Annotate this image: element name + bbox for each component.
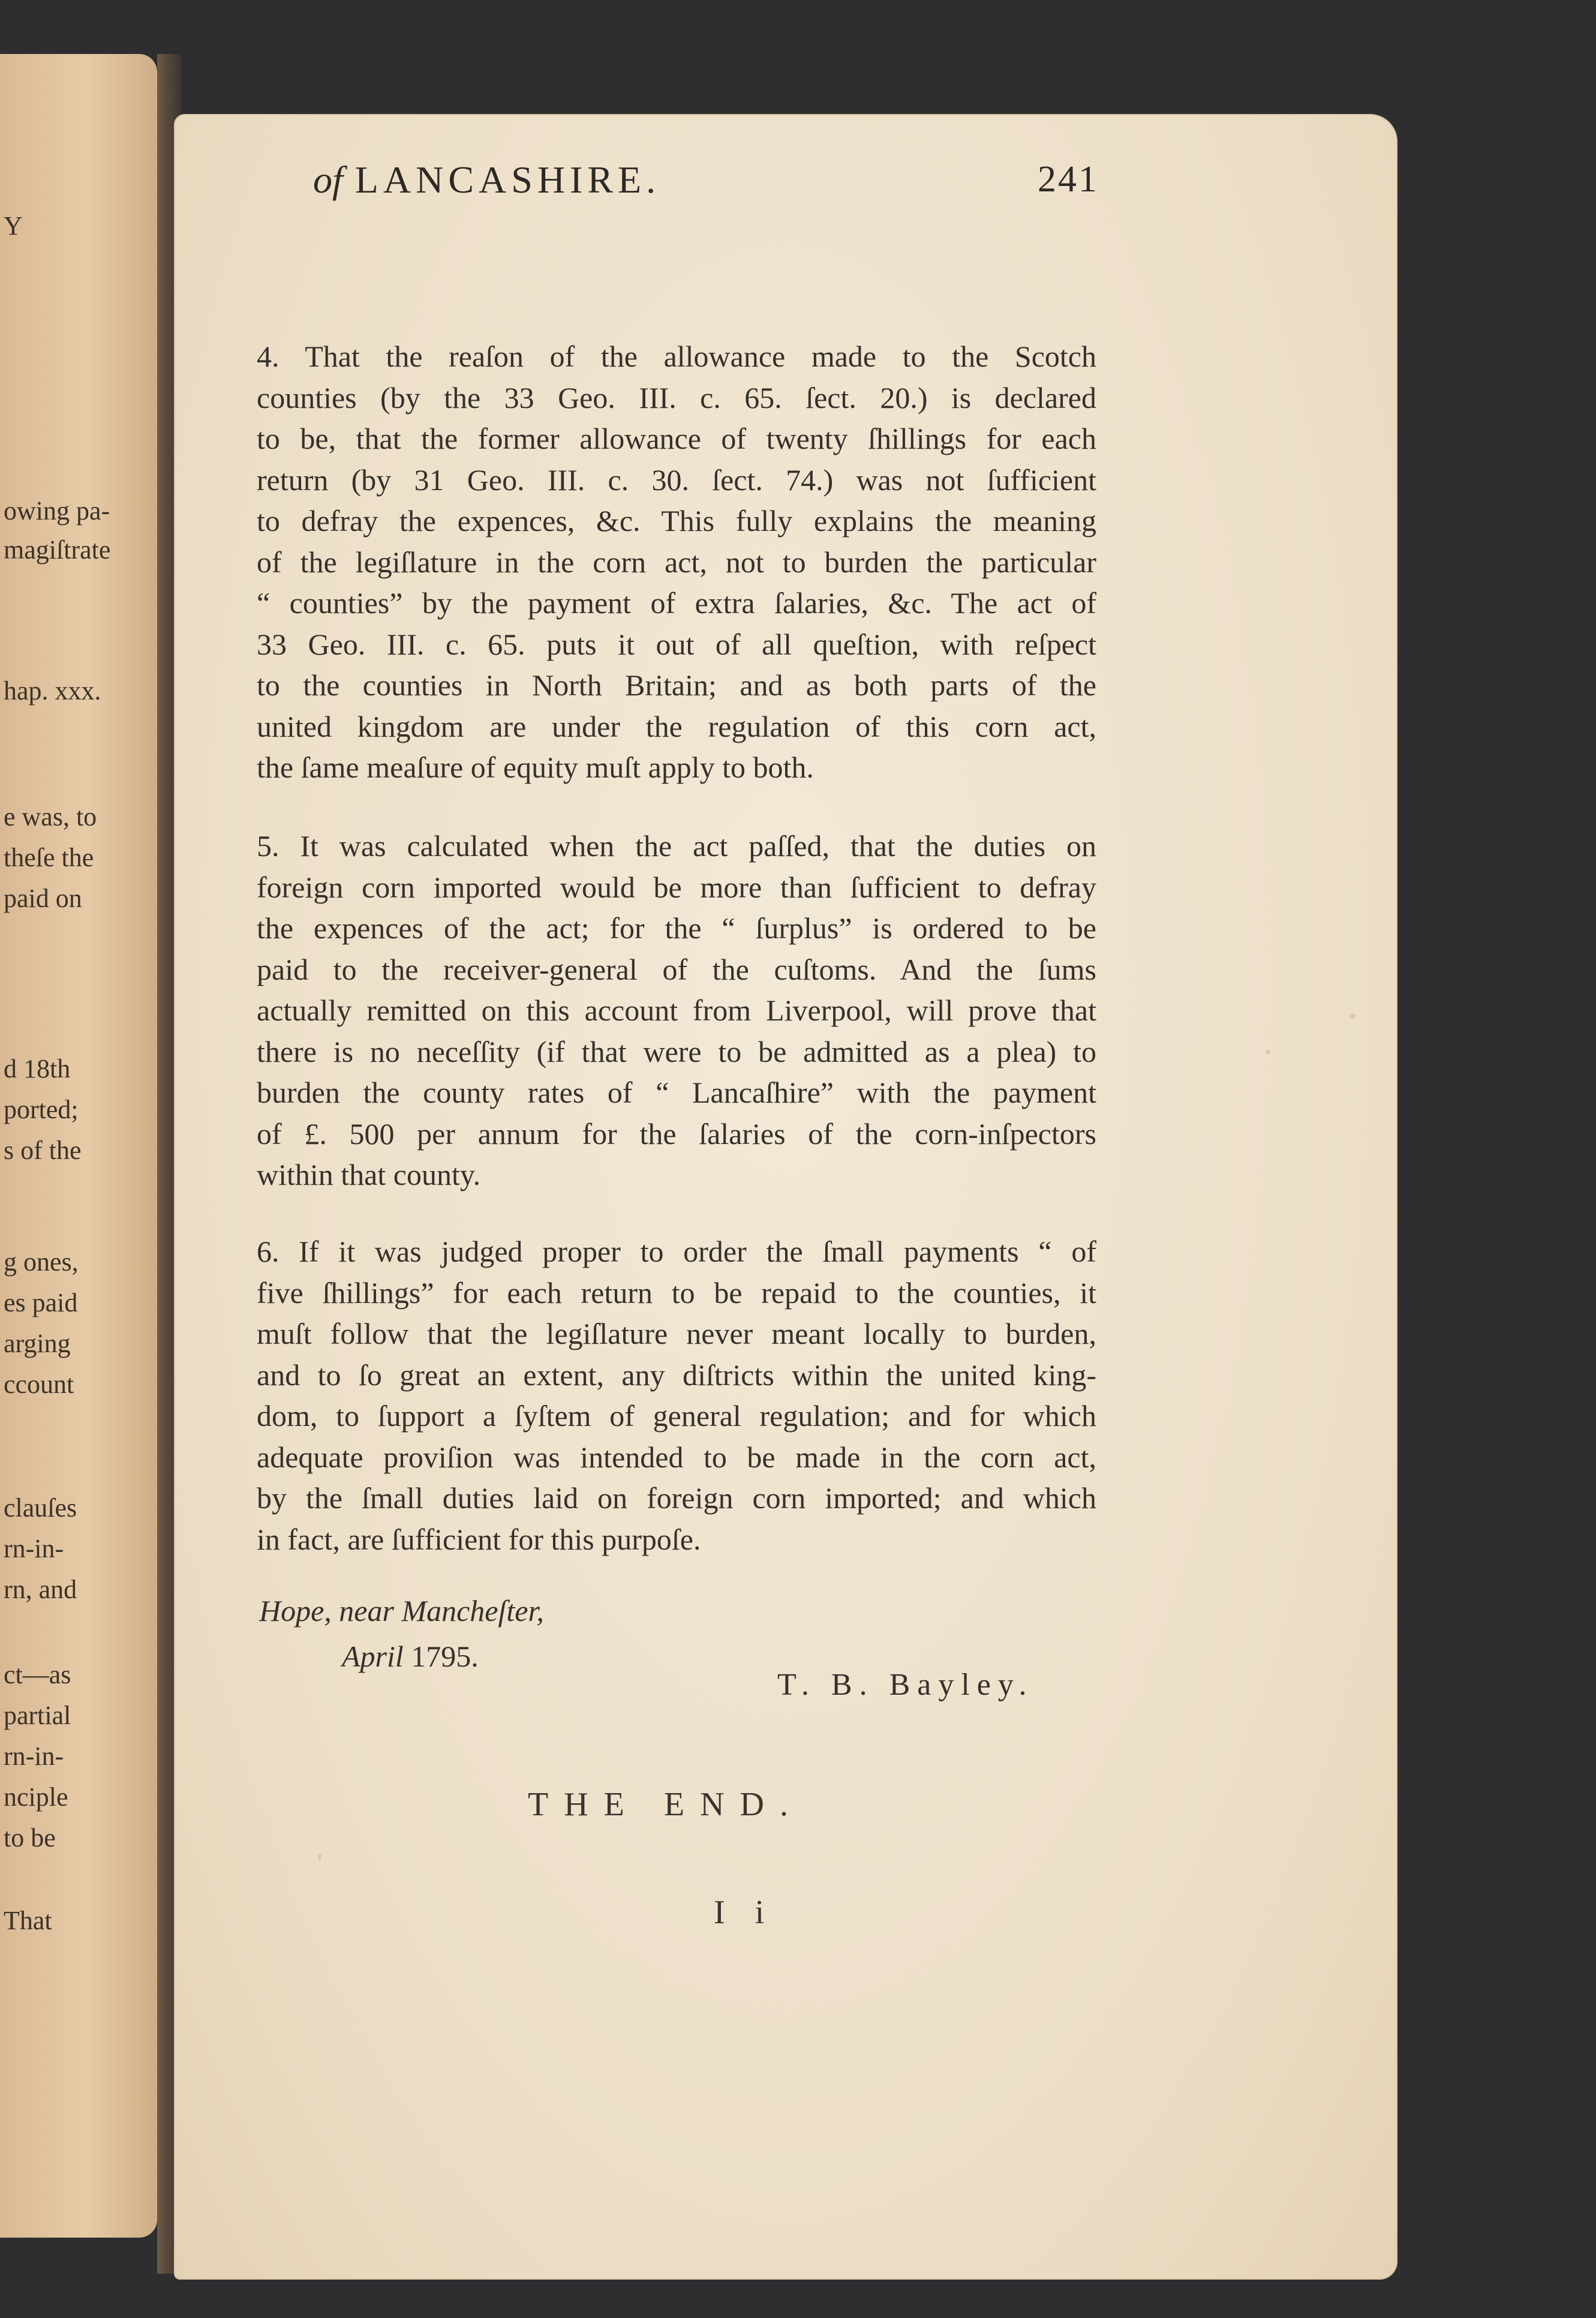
page-number: 241 <box>1038 159 1099 200</box>
text-line: burden the county rates of “ Lancaſhire” with the payment <box>257 1076 1096 1109</box>
text-line: adequate proviſion was intended to be made in the corn act, <box>257 1440 1096 1474</box>
place-line: Hope, near Mancheſter, <box>259 1594 544 1628</box>
facing-page-fragment: arging <box>4 1329 71 1358</box>
facing-page-fragment: rn-in- <box>4 1534 64 1563</box>
facing-page-fragment: ccount <box>4 1370 74 1399</box>
paragraph-6 <box>257 1231 1096 1560</box>
text-line: 6. If it was judged proper to order the ſmall payments “ of <box>257 1235 1096 1268</box>
paragraph-5 <box>257 825 1096 1196</box>
paper-spot <box>1266 1050 1270 1055</box>
facing-page-fragment: magiſtrate <box>4 535 111 565</box>
facing-page-fragment: theſe the <box>4 843 94 872</box>
facing-page-fragment: That <box>4 1906 52 1935</box>
text-line: to be, that the former allowance of twenty ſhillings for each <box>257 422 1096 455</box>
text-line: by the ſmall duties laid on foreign corn imported; and which <box>257 1481 1096 1515</box>
facing-page-fragment: rn, and <box>4 1575 77 1604</box>
facing-page-fragment: e was, to <box>4 802 97 831</box>
paragraph-4 <box>257 336 1096 788</box>
text-line: 4. That the reaſon of the allowance made to the Scotch <box>257 340 1096 373</box>
text-line: “ counties” by the payment of extra ſalaries, &c. The act of <box>257 586 1096 620</box>
text-line: of the legiſlature in the corn act, not to burden the particular <box>257 545 1096 579</box>
text-line: counties (by the 33 Geo. III. c. 65. ſect. 20.) is declared <box>257 380 1096 415</box>
signature-mark: I i <box>714 1894 776 1931</box>
text-line: the expences of the act; for the “ ſurplus” is ordered to be <box>257 911 1096 945</box>
date-year: 1795. <box>411 1640 479 1673</box>
date-month: April <box>342 1640 404 1673</box>
text-line: return (by 31 Geo. III. c. 30. ſect. 74.) was not ſufficient <box>257 463 1096 497</box>
text-line: foreign corn imported would be more than ſufficient to defray <box>257 870 1096 904</box>
facing-page-fragment: paid on <box>4 884 82 913</box>
text-line: within that county. <box>257 1158 481 1191</box>
running-head <box>313 158 1033 201</box>
signature: T. B. Bayley. <box>777 1668 1034 1702</box>
facing-page-fragment: nciple <box>4 1782 68 1812</box>
facing-page-fragment: es paid <box>4 1288 78 1317</box>
text-line: dom, to ſupport a ſyſtem of general regulation; and for which <box>257 1399 1096 1433</box>
facing-page-fragment: s of the <box>4 1136 82 1165</box>
text-line: and to ſo great an extent, any diſtricts within the united king- <box>257 1358 1096 1392</box>
the-end-heading: THE END. <box>528 1786 804 1823</box>
facing-page-fragment: g ones, <box>4 1247 79 1277</box>
text-line: there is no neceſſity (if that were to be admitted as a plea) to <box>257 1034 1096 1068</box>
facing-page-fragment: d 18th <box>4 1054 71 1083</box>
text-line: paid to the receiver-general of the cuſtoms. And the ſums <box>257 952 1096 986</box>
text-line: in fact, are ſufficient for this purpoſe. <box>257 1522 701 1556</box>
text-line: the ſame meaſure of equity muſt apply to both. <box>257 750 814 784</box>
facing-page-fragment: owing pa- <box>4 496 110 526</box>
text-line: united kingdom are under the regulation of this corn act, <box>257 709 1096 743</box>
facing-page-fragment: partial <box>4 1701 71 1730</box>
facing-page-fragment: to be <box>4 1823 56 1852</box>
date-line <box>342 1641 479 1671</box>
text-line: actually remitted on this account from Liverpool, will prove that <box>257 993 1096 1027</box>
paper-spot <box>318 1854 321 1860</box>
text-line: five ſhillings” for each return to be repaid to the counties, it <box>257 1275 1096 1310</box>
facing-page-fragment: ct—as <box>4 1660 71 1689</box>
facing-page-fragment: clauſes <box>4 1493 77 1523</box>
running-head-of: of <box>313 158 343 201</box>
facing-page-fragment: rn-in- <box>4 1741 64 1771</box>
running-head-title: LANCASHIRE. <box>354 158 661 201</box>
facing-page-fragment: Y <box>4 211 23 241</box>
text-line: 5. It was calculated when the act paſſed, that the duties on <box>257 829 1096 863</box>
text-line: 33 Geo. III. c. 65. puts it out of all queſtion, with reſpect <box>257 627 1096 661</box>
text-line: to defray the expences, &c. This fully explains the meaning <box>257 504 1096 538</box>
text-line: muſt follow that the legiſlature never meant locally to burden, <box>257 1317 1096 1350</box>
facing-page-edge <box>0 54 157 2238</box>
paper-spot <box>1349 1014 1355 1019</box>
facing-page-fragment: ported; <box>4 1095 79 1124</box>
facing-page-fragment: hap. xxx. <box>4 676 101 705</box>
text-line: to the counties in North Britain; and as both parts of the <box>257 668 1096 702</box>
text-line: of £. 500 per annum for the ſalaries of the corn-inſpectors <box>257 1116 1096 1151</box>
